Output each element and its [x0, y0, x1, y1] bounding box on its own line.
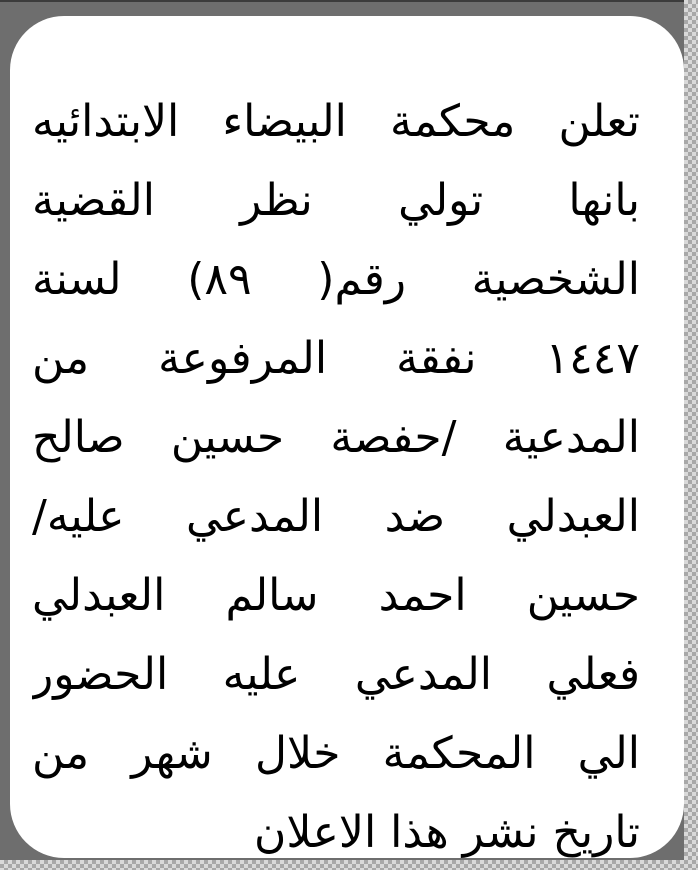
- notice-line-8: فعلي المدعي عليه الحضور: [32, 649, 640, 700]
- notice-line-7: حسين احمد سالم العبدلي: [32, 570, 640, 621]
- notice-line-9: الي المحكمة خلال شهر من: [32, 728, 640, 779]
- notice-line-4: ١٤٤٧ نفقة المرفوعة من: [32, 333, 640, 384]
- notice-line-5: المدعية /حفصة حسين صالح: [32, 412, 640, 463]
- notice-line-10: تاريخ نشر هذا الاعلان: [254, 807, 640, 858]
- court-notice-text: [32, 82, 640, 872]
- notice-line-6: العبدلي ضد المدعي عليه/: [32, 491, 640, 542]
- notice-line-1: تعلن محكمة البيضاء الابتدائيه: [32, 96, 640, 147]
- notice-line-3: الشخصية رقم( ٨٩) لسنة: [32, 254, 640, 305]
- court-notice-card: [10, 16, 684, 858]
- notice-line-2: بانها تولي نظر القضية: [32, 175, 640, 226]
- transparency-edge-right: [684, 0, 698, 870]
